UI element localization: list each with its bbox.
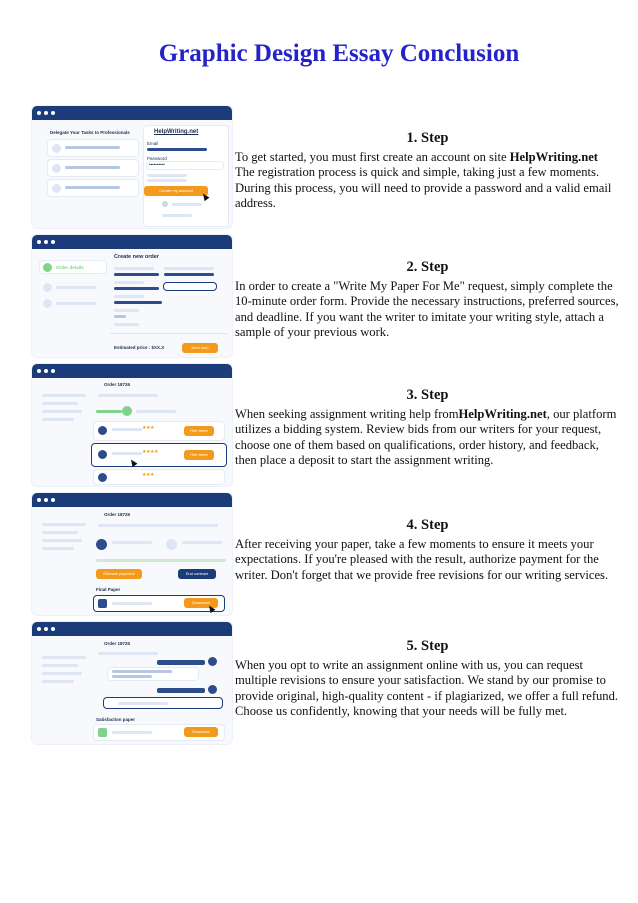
writer-avatar [98, 473, 107, 482]
chat-line [112, 670, 172, 673]
window-titlebar [32, 622, 232, 636]
side-line [42, 539, 82, 542]
checkbox-line [147, 179, 187, 182]
side-line [42, 664, 78, 667]
writer-line [112, 541, 152, 544]
order-number: Order 18726 [104, 382, 131, 387]
price-label: Estimated price : $XX.X [114, 345, 165, 350]
step-icon [43, 299, 52, 308]
chat-avatar [208, 685, 217, 694]
step-3-illustration [32, 364, 232, 486]
step-heading: 3. Step [406, 387, 449, 403]
side-line [42, 418, 74, 421]
step-1-illustration [32, 106, 232, 228]
side-line [42, 523, 86, 526]
bid-card [94, 470, 224, 484]
order-number: Order 18726 [104, 512, 131, 517]
chat-line [112, 675, 152, 678]
order-meta [98, 394, 158, 397]
file-icon [98, 599, 107, 608]
chat-avatar [208, 657, 217, 666]
side-line [56, 286, 96, 289]
form-field [114, 301, 162, 304]
form-field-focused [164, 283, 216, 290]
step-5-illustration [32, 622, 232, 744]
create-account-button: Create my account [144, 186, 208, 196]
satisfaction-label: Satisfaction paper [96, 717, 136, 722]
side-line [56, 302, 96, 305]
form-line [164, 267, 214, 270]
form-heading: Create new order [114, 254, 159, 260]
file-line [112, 731, 152, 734]
step-2-illustration [32, 235, 232, 357]
brand-label: HelpWriting.net [154, 129, 199, 135]
next-step-button: Next step [182, 343, 218, 353]
hire-writer-button: Hire writer [184, 450, 214, 460]
step-heading: 5. Step [406, 638, 449, 654]
form-field [114, 315, 126, 318]
window-titlebar [32, 235, 232, 249]
window-titlebar [32, 106, 232, 120]
side-line [42, 656, 86, 659]
bid-line [112, 452, 142, 455]
card-icon [52, 144, 61, 153]
card-line [65, 186, 120, 189]
thumb-heading: Delegate Your Tasks to Professionals [50, 130, 130, 135]
bid-line [112, 428, 142, 431]
step-4-illustration [32, 493, 232, 615]
site-link[interactable]: HelpWriting.net [509, 149, 598, 164]
release-payment-button: Release payment [96, 569, 142, 579]
writer-avatar [98, 450, 107, 459]
google-icon [162, 201, 168, 207]
step-4 [235, 518, 620, 583]
email-label: Email [147, 141, 159, 146]
form-field [114, 273, 159, 276]
step-text-part: , our platform utilizes a bidding system. Review bids from our writers for your request, choose one of them based on qualifications, order history, and feedback, then place a deposit to start the assignment writing. [235, 406, 617, 467]
form-line [114, 267, 154, 270]
step-text: After receiving your paper, take a few moments to ensure it meets your expectations. If you're pleased with the result, authorize payment for the writer. Don't forget that we provide free revisions for our writing services. [235, 536, 609, 582]
progress-track [136, 410, 176, 413]
step-heading: 2. Step [406, 259, 449, 275]
file-icon [98, 728, 107, 737]
card-icon [52, 184, 61, 193]
order-meta [98, 652, 158, 655]
step-heading: 4. Step [406, 517, 449, 533]
progress-track [96, 559, 226, 562]
download-button: Download [184, 598, 218, 608]
order-meta [98, 524, 218, 527]
step-2 [235, 260, 620, 341]
order-number: Order 18726 [104, 641, 131, 646]
user-avatar [166, 539, 177, 550]
card-line [65, 146, 120, 149]
footer-line [172, 203, 202, 206]
step-text: In order to create a "Write My Paper For Me" request, simply complete the 10-minute order form. Provide the necessary instructions, preferred sources, and deadline. If you want the writer to imitate your writing style, attach a sample of your previous work. [235, 278, 619, 339]
step-icon [43, 283, 52, 292]
step-heading: 1. Step [406, 130, 449, 146]
side-line [42, 672, 82, 675]
step-text-part: When seeking assignment writing help from [235, 406, 459, 421]
chat-bubble [157, 688, 205, 693]
writer-avatar [96, 539, 107, 550]
file-line [112, 602, 152, 605]
side-item-label: Order details [56, 265, 84, 270]
end-contract-button: End contract [178, 569, 216, 579]
footer-line [162, 214, 192, 217]
form-line [114, 323, 139, 326]
form-line [114, 295, 144, 298]
side-line [42, 531, 78, 534]
step-text-part: To get started, you must first create an account on site [235, 149, 510, 164]
step-done-icon [43, 263, 52, 272]
hire-writer-button: Hire writer [184, 426, 214, 436]
card-icon [52, 164, 61, 173]
window-titlebar [32, 493, 232, 507]
rating-stars: ★★★★ [142, 449, 158, 455]
step-text [235, 407, 620, 469]
form-line [114, 309, 139, 312]
divider [110, 333, 228, 334]
side-line [42, 394, 86, 397]
step-3 [235, 388, 620, 469]
window-titlebar [32, 364, 232, 378]
step-text-part: The registration process is quick and simple, taking just a few moments. During this process, you will need to provide a password and a valid email address. [235, 165, 612, 210]
form-line [114, 281, 144, 284]
download-button: Download [184, 727, 218, 737]
side-line [42, 680, 74, 683]
step-text: When you opt to write an assignment online with us, you can request multiple revisions to ensure your satisfaction. We stand by our promise to provide original, high-quality content - if plagiarized, we offer a full refund. Choose us confidently, knowing that your needs will be fully met. [235, 657, 619, 718]
email-field [147, 148, 207, 151]
chat-bubble [157, 660, 205, 665]
progress-track [96, 410, 122, 413]
step-1 [235, 131, 620, 212]
input-line [118, 702, 168, 705]
rating-stars: ★★★ [142, 472, 154, 478]
status-icon [122, 406, 132, 416]
password-value: •••••••••• [149, 162, 165, 167]
rating-stars: ★★★ [142, 425, 154, 431]
step-text [235, 150, 620, 212]
page-title: Graphic Design Essay Conclusion [158, 40, 520, 67]
side-line [42, 410, 82, 413]
form-field [164, 273, 214, 276]
final-paper-label: Final Paper [96, 587, 121, 592]
card-line [65, 166, 120, 169]
checkbox-line [147, 174, 187, 177]
user-line [182, 541, 222, 544]
step-5 [235, 639, 620, 720]
side-line [42, 547, 74, 550]
password-label: Password [147, 156, 167, 161]
site-link[interactable]: HelpWriting.net [458, 406, 547, 421]
writer-avatar [98, 426, 107, 435]
side-line [42, 402, 78, 405]
form-field [114, 287, 159, 290]
